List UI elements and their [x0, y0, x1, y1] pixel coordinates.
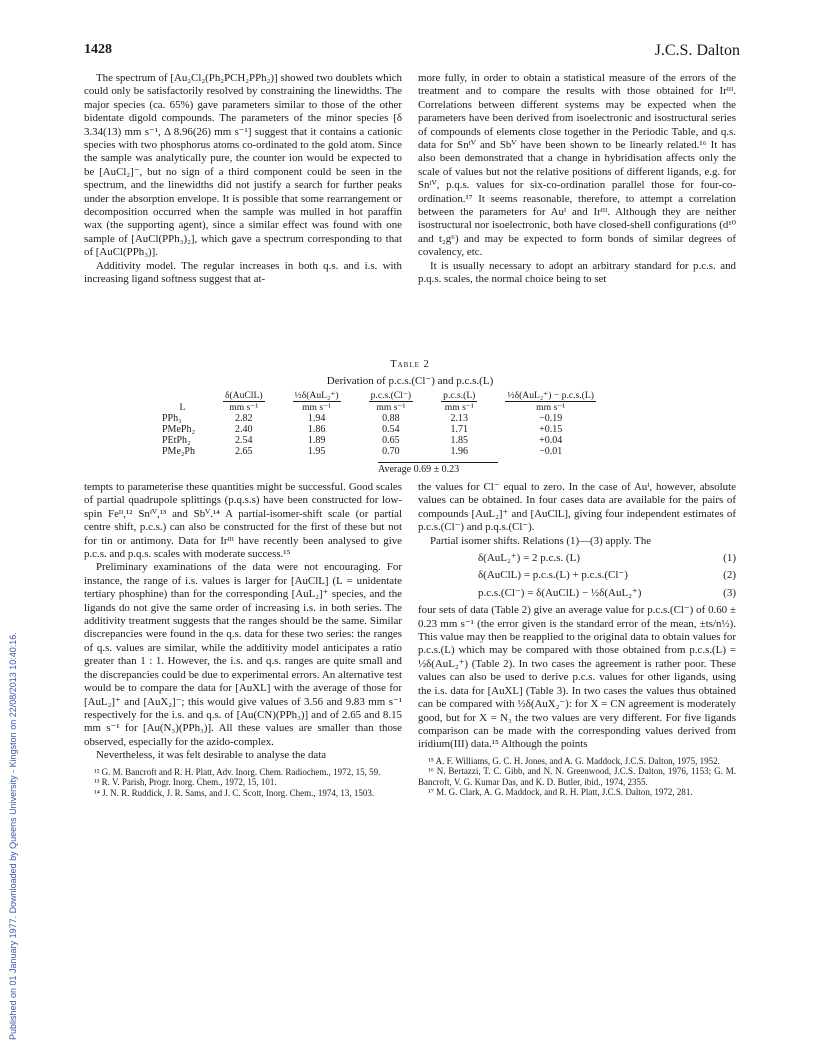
paragraph: Nevertheless, it was felt desirable to analyse the data	[96, 749, 327, 762]
table-units-row	[156, 402, 610, 413]
equation-expression: δ(AuL₂⁺) = 2 p.c.s. (L)	[478, 552, 580, 565]
journal-title: J.C.S. Dalton	[654, 42, 740, 59]
column-header: p.c.s.(Cl⁻)	[370, 390, 412, 401]
paragraph: tempts to parameterise these quantities might be successful. Good scales of partial quadrupole splittings (p.q.s.s) have been constructed for low-spin Feᴵᴵ,¹² Snᴵⱽ,¹³ and Sbⱽ.¹⁴ A partial-isomer-shift scale (or partial centre shift, p.c.s.) can also be constructed for the first of these but not for tin or antimony. Data for Irᴵᴵᴵ have recently been analysed to give p.c.s. and p.q.s. scales with moderate success.¹⁵	[84, 481, 402, 561]
table-title: Table 2	[390, 359, 430, 370]
equation	[478, 552, 736, 565]
table-row: PEtPh₂ 2.54 1.89 0.65 1.85 +0.04	[162, 435, 563, 446]
paragraph: It is usually necessary to adopt an arbitrary standard for p.c.s. and p.q.s. scales, the normal choice being to set	[418, 259, 736, 286]
equation-expression: p.c.s.(Cl⁻) = δ(AuClL) − ½δ(AuL₂⁺)	[478, 586, 642, 599]
table-subtitle: Derivation of p.c.s.(Cl⁻) and p.c.s.(L)	[326, 375, 494, 387]
table-average: Average 0.69 ± 0.23	[378, 462, 498, 475]
footnote: ¹⁴ J. N. R. Ruddick, J. R. Sams, and J. C. Scott, Inorg. Chem., 1974, 13, 1503.	[94, 787, 375, 798]
column-header: ½δ(AuL₂⁺)	[294, 390, 339, 401]
footnote: ¹⁷ M. G. Clark, A. G. Maddock, and R. H. Platt, J.C.S. Dalton, 1972, 281.	[428, 787, 693, 798]
equation	[478, 587, 736, 600]
unit-label: mm s⁻¹	[536, 402, 566, 413]
footnotes	[84, 767, 402, 799]
paragraph: The spectrum of [Au₂Cl₂(Ph₂PCH₂PPh₂)] showed two doublets which could only be satisfactorily resolved by constraining the linewidths. The major species (ca. 65%) gave parameters similar to those of the other bidentate digold compounds. The parameters of the minor species [δ 3.34(13) mm s⁻¹, Δ 8.96(26) mm s⁻¹] suggest that it contains a cationic species with two phosphorus atoms co-ordinated to the gold atom. Since the sample was analytically pure, the counter ion would be expected to be [AuCl₂]⁻, but no sign of a third component could be seen in the spectrum, and the linewidths did not justify a search for further peaks under the absorption envelope. It is possible that some rearrangement or decomposition occurred when the sample was mulled in hot paraffin wax (the supporting agent), since a similar effect was found with one sample of [AuCl(PPh₃)₂], which gave a spectrum corresponding to that of [AuCl(PPh₃)].	[84, 72, 402, 259]
left-column-bottom	[84, 481, 402, 798]
column-header: L	[179, 402, 186, 413]
paragraph: Preliminary examinations of the data were not encouraging. For instance, the range of i.s. values is larger for [AuClL] (L = unidentate tertiary phosphine) than for the corresponding [AuL₂]⁺ species, and the ligands do not give the same order of increasing i.s. in both series. The additivity treatment suggests that the ranges should be the same. Similar discrepancies were found in the q.s. data for these two series: the ranges of q.s. values are similar, while the additivity model anticipates a ratio greater than 1 : 1. However, the i.s. and q.s. ranges are quite small and the discrepancies could be due to experimental errors. An alternative test would be to compare the data for [AuXL] with the average of those for [AuL₂]⁺ and [AuX₂]⁻; this would give values of 3.56 and 9.83 mm s⁻¹ respectively for the i.s. and q.s. of [Au(CN)(PPh₃)] and of 2.65 and 8.15 mm s⁻¹ for [Au(N₃)(PPh₃)]. All these values are smaller than those observed, especially for the azido-complex.	[84, 561, 402, 748]
footnotes	[418, 756, 736, 798]
right-column-top	[418, 72, 736, 287]
download-watermark[interactable]: Published on 01 January 1977. Downloaded by Queens University - Kingston on 22/08/2013 10:40:16.	[8, 632, 18, 1040]
equation-number: (2)	[723, 569, 736, 582]
equation-expression: δ(AuClL) = p.c.s.(L) + p.c.s.(Cl⁻)	[478, 569, 628, 582]
right-column-bottom	[418, 481, 736, 798]
footnote: ¹³ R. V. Parish, Progr. Inorg. Chem., 1972, 15, 101.	[94, 777, 277, 788]
paragraph: more fully, in order to obtain a statistical measure of the errors of the treatment and to compare the results with those obtained for Irᴵᴵᴵ. Correlations between different systems may be expected when the parameters have been derived from isoelectronic and isostructural series of compounds of elements close together in the Periodic Table, and q.s. data for Snᴵⱽ and Sbⱽ have been shown to be linearly related.¹⁶ It has also been demonstrated that a change in hybridisation affects only the scale of values but not the relative positions of different ligands, e.g. for Snᴵⱽ, p.q.s. values for six-co-ordination parallel those for four-co-ordination.¹⁷ It seems reasonable, therefore, to attempt a correlation between the parameters for Auᴵ and Irᴵᴵᴵ. Although they are neither isostructural nor isoelectronic, both have closed-shell configurations (d¹⁰ and t₂g⁶) and may be expected to form bonds of similar degrees of covalency, etc.	[418, 72, 736, 259]
footnote: ¹⁶ N. Bertazzi, T. C. Gibb, and N. N. Greenwood, J.C.S. Dalton, 1976, 1153; G. M. Bancroft, V. G. Kumar Das, and K. D. Butler, ibid., 1974, 2355.	[418, 766, 736, 787]
table-row: PMe₂Ph 2.65 1.95 0.70 1.96 −0.01	[162, 446, 563, 457]
unit-label: mm s⁻¹	[229, 402, 259, 413]
equation-number: (1)	[723, 552, 736, 565]
column-header: ½δ(AuL₂⁺) − p.c.s.(L)	[507, 390, 594, 401]
table-row: PMePh₂ 2.40 1.86 0.54 1.71 +0.15	[162, 424, 563, 435]
data-table	[156, 390, 610, 457]
column-header	[156, 390, 209, 402]
equation	[478, 569, 736, 582]
table-row: PPh₃ 2.82 1.94 0.88 2.13 −0.19	[162, 413, 563, 424]
paragraph: the values for Cl⁻ equal to zero. In the case of Auᴵ, however, absolute values can be obtained. In four cases data are available for the pairs of compounds [AuL₂]⁺ and [AuClL], giving four independent estimates of p.c.s.(Cl⁻) and p.q.s.(Cl⁻).	[418, 481, 736, 534]
unit-label: mm s⁻¹	[302, 402, 332, 413]
column-header: δ(AuClL)	[224, 390, 263, 401]
column-header: p.c.s.(L)	[443, 390, 476, 401]
unit-label: mm s⁻¹	[444, 402, 474, 413]
footnote: ¹⁵ A. F. Williams, G. C. H. Jones, and A. G. Maddock, J.C.S. Dalton, 1975, 1952.	[428, 755, 720, 766]
paragraph: Partial isomer shifts. Relations (1)—(3) apply. The	[430, 534, 652, 547]
footnote: ¹² G. M. Bancroft and R. H. Platt, Adv. Inorg. Chem. Radiochem., 1972, 15, 59.	[94, 766, 381, 777]
table-header-row	[156, 390, 610, 402]
paragraph: four sets of data (Table 2) give an average value for p.c.s.(Cl⁻) of 0.60 ± 0.23 mm s⁻¹ (the error given is the standard error of the mean, ±ts/n½). This value may then be reapplied to the original data to obtain values for p.c.s.(L) which may be compared with those obtained from p.c.s.(L) = ½δ(AuL₂⁺) (Table 2). In two cases the agreement is rather poor. These values can also be used to derive p.c.s. values for other ligands, using the i.s. data for [AuXL] (Table 3). In two cases the values thus obtained can be compared with ½δ(AuX₂⁻): for X = CN agreement is moderately good, but for X = N₃ the two values are very different. For five ligands comparison can be made with the corresponding values derived from iridium(III) data.¹⁵ Although the points	[418, 604, 736, 751]
left-column-top	[84, 72, 402, 287]
page-number: 1428	[84, 42, 112, 57]
paragraph: Additivity model. The regular increases in both q.s. and i.s. with increasing ligand softness suggest that at-	[84, 259, 402, 286]
unit-label: mm s⁻¹	[376, 402, 406, 413]
equation-number: (3)	[723, 586, 736, 599]
